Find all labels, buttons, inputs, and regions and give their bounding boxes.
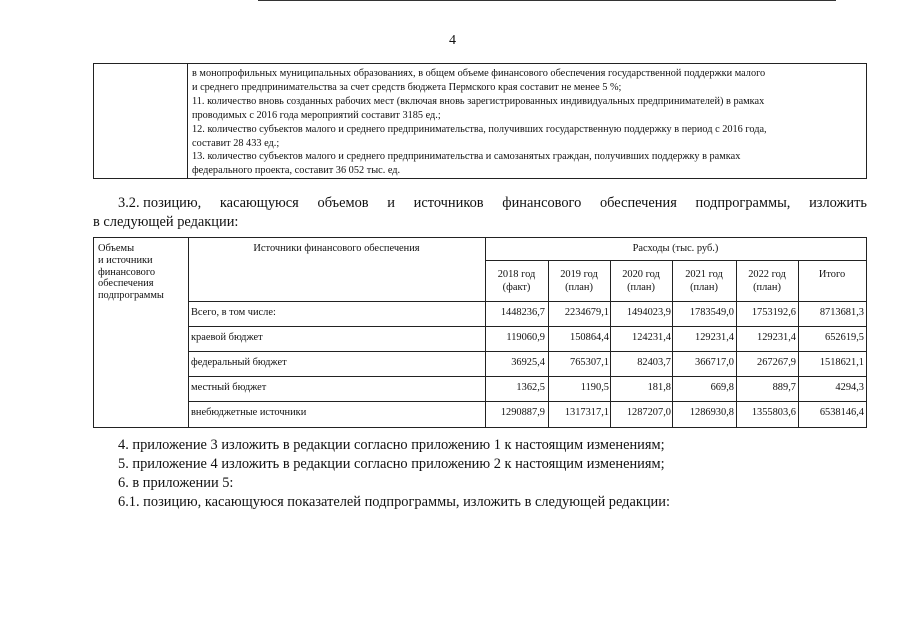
cell-value: 36925,4 (511, 357, 545, 368)
cell-value: 1290887,9 (500, 407, 545, 418)
item-3-2-word: 3.2. позицию, (118, 195, 202, 211)
cell-value: 652619,5 (825, 332, 864, 343)
item-3-2-word: источников (413, 195, 484, 211)
sources-header: Источники финансового обеспечения (253, 243, 420, 254)
item-5: 5. приложение 4 изложить в редакции согласно приложению 2 к настоящим изменениям; (118, 456, 665, 472)
item-3-2-word: касающуюся (219, 195, 299, 211)
cell-value: 150864,4 (570, 332, 609, 343)
row-label: местный бюджет (191, 382, 267, 393)
item-3-2-word: объемов (317, 195, 369, 211)
row-label: федеральный бюджет (191, 357, 287, 368)
item-4: 4. приложение 3 изложить в редакции согласно приложению 1 к настоящим изменениям; (118, 437, 665, 453)
column-header: 2022 год (план) (748, 269, 786, 293)
cell-value: 181,8 (647, 382, 671, 393)
cell-value: 1286930,8 (689, 407, 734, 418)
cell-value: 129231,4 (757, 332, 796, 343)
continuation-text (192, 67, 864, 178)
item-3-2-word: изложить (809, 195, 867, 211)
continuation-line: 11. количество вновь созданных рабочих мест (включая вновь зарегистрированных индивидуальных предпринимателей) в рамках (192, 95, 765, 107)
cell-value: 1518621,1 (819, 357, 864, 368)
expenses-header: Расходы (тыс. руб.) (632, 243, 719, 254)
cell-value: 1448236,7 (500, 307, 545, 318)
column-header: 2021 год (план) (685, 269, 723, 293)
item-3-2-line2: в следующей редакции: (93, 214, 239, 230)
item-6-1: 6.1. позицию, касающуюся показателей подпрограммы, изложить в следующей редакции: (118, 494, 670, 510)
row-label: краевой бюджет (191, 332, 263, 343)
cell-value: 1190,5 (580, 382, 609, 393)
cell-value: 1783549,0 (689, 307, 734, 318)
item-3-2-word: обеспечения (599, 195, 677, 211)
item-3-2-line1 (118, 195, 867, 212)
column-header: 2019 год (план) (560, 269, 598, 293)
cell-value: 1494023,9 (626, 307, 671, 318)
cell-value: 129231,4 (695, 332, 734, 343)
item-3-2-word: подпрограммы, (695, 195, 791, 211)
cell-value: 124231,4 (632, 332, 671, 343)
continuation-left-cell (94, 64, 188, 178)
top-rule (258, 0, 836, 1)
cell-value: 8713681,3 (819, 307, 864, 318)
continuation-line: и среднего предпринимательства за счет средств бюджета Пермского края составит не менее 5 %; (192, 81, 622, 93)
column-header: 2018 год (факт) (497, 269, 536, 293)
continuation-table (93, 63, 867, 179)
continuation-line: федерального проекта, составит 36 052 тыс. ед. (192, 165, 401, 177)
continuation-line: 12. количество субъектов малого и среднего предпринимательства, получивших государственную поддержку в период с 2016 года, (192, 123, 767, 135)
page-number: 4 (449, 33, 456, 48)
item-3-2-word: и (387, 195, 395, 211)
item-6: 6. в приложении 5: (118, 475, 234, 491)
cell-value: 119060,9 (506, 332, 545, 343)
item-3-2-word: финансового (502, 195, 582, 211)
cell-value: 267267,9 (757, 357, 796, 368)
financing-table (93, 237, 867, 428)
cell-value: 1355803,6 (751, 407, 796, 418)
continuation-line: составит 28 433 ед.; (192, 137, 280, 149)
cell-value: 6538146,4 (819, 407, 864, 418)
cell-value: 669,8 (710, 382, 734, 393)
cell-value: 366717,0 (695, 357, 734, 368)
cell-value: 765307,1 (570, 357, 609, 368)
column-header: Итого (818, 269, 846, 280)
cell-value: 1753192,6 (751, 307, 796, 318)
cell-value: 1287207,0 (626, 407, 671, 418)
continuation-line: проводимых с 2016 года мероприятий составит 3185 ед.; (192, 109, 441, 121)
cell-value: 82403,7 (637, 357, 671, 368)
cell-value: 889,7 (772, 382, 796, 393)
row-label: Всего, в том числе: (191, 307, 276, 318)
continuation-line: 13. количество субъектов малого и среднего предпринимательства и самозанятых граждан, получивших поддержку в рамках (192, 151, 741, 163)
cell-value: 2234679,1 (564, 307, 609, 318)
continuation-line: в монопрофильных муниципальных образованиях, в общем объеме финансового обеспечения государственной поддержки малого (192, 68, 766, 79)
cell-value: 1362,5 (516, 382, 545, 393)
row-header: Объемы и источники финансового обеспечения подпрограммы (98, 243, 164, 302)
cell-value: 1317317,1 (564, 407, 609, 418)
column-header: 2020 год (план) (622, 269, 660, 293)
row-label: внебюджетные источники (191, 407, 307, 418)
cell-value: 4294,3 (835, 382, 864, 393)
